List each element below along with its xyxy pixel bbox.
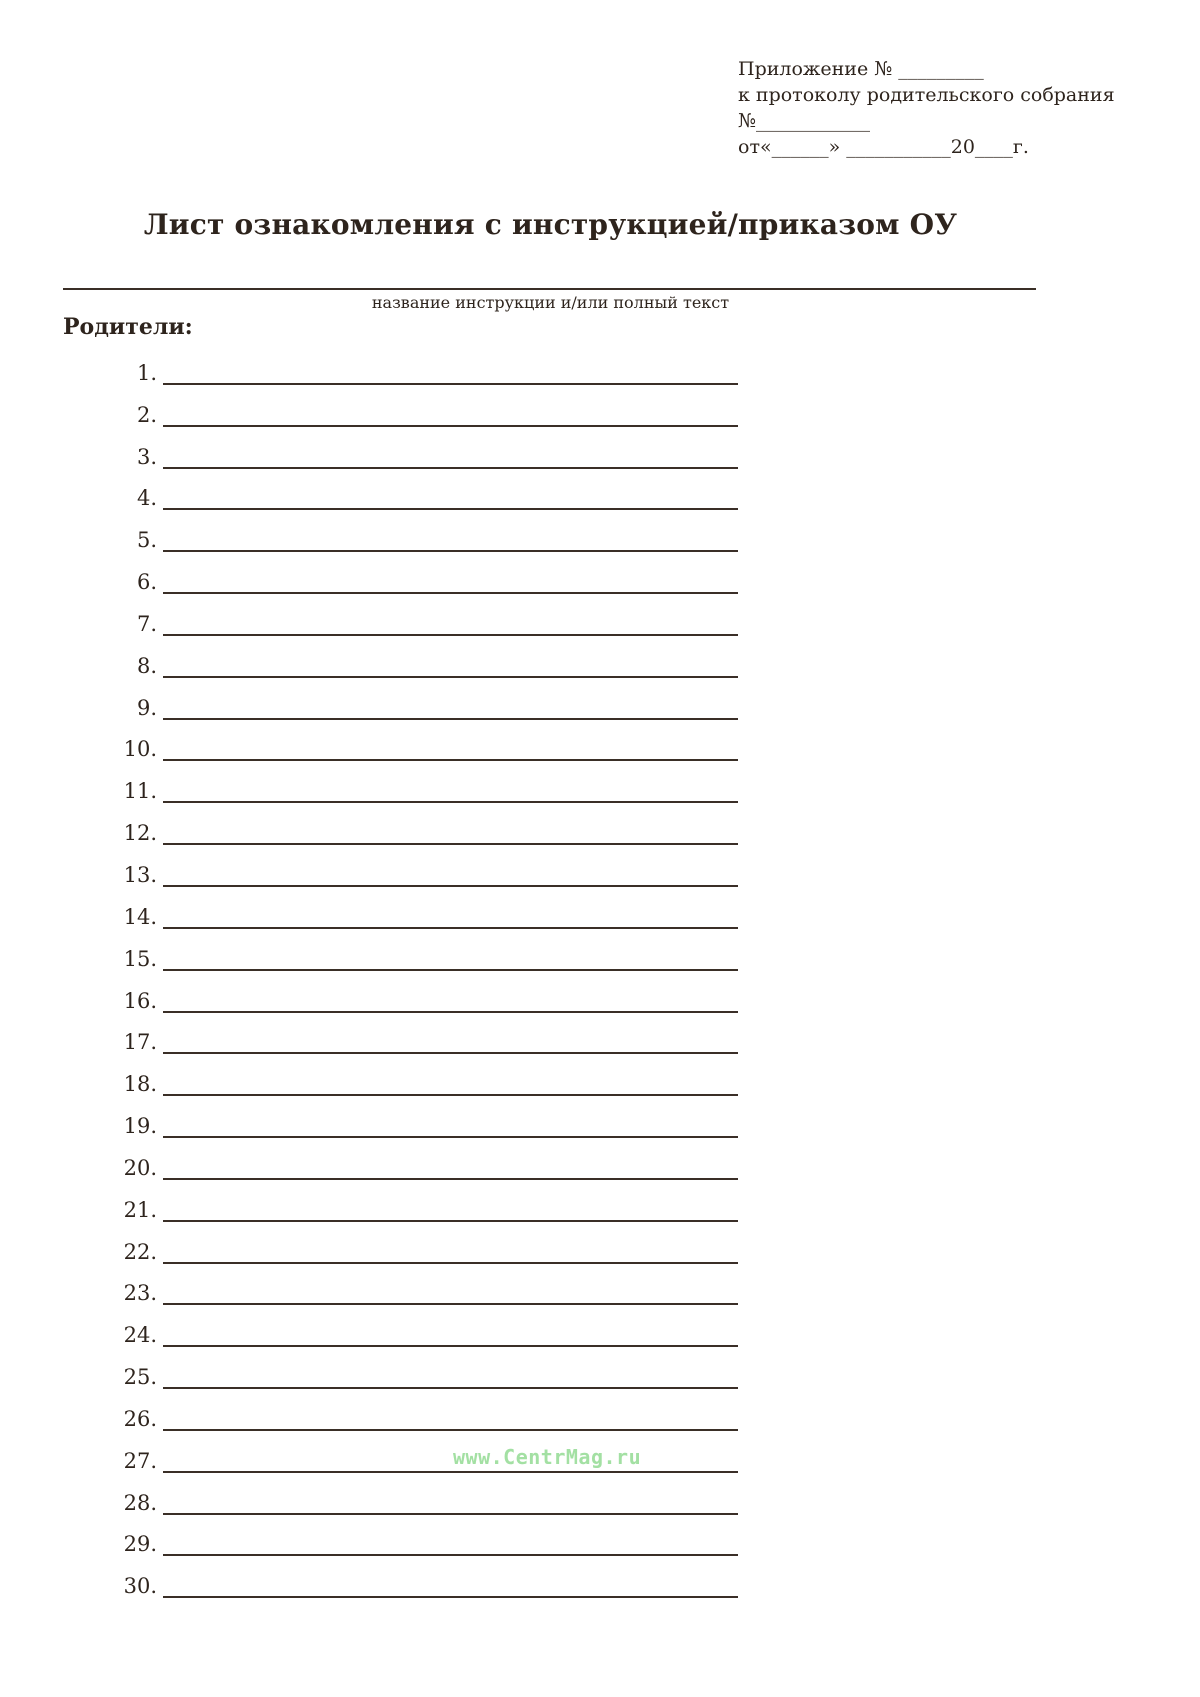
blank-signature-line — [163, 1273, 738, 1305]
blank-signature-line — [163, 1483, 738, 1515]
blank-signature-line — [163, 1399, 738, 1431]
blank-signature-line — [163, 1315, 738, 1347]
list-row — [0, 803, 1200, 845]
list-number: 21. — [123, 1197, 157, 1222]
header-line-protocol: к протоколу родительского собрания — [738, 84, 1115, 106]
list-row — [0, 887, 1200, 929]
list-number: 9. — [136, 695, 157, 720]
list-number: 19. — [123, 1114, 157, 1139]
list-number: 6. — [136, 570, 157, 595]
blank-signature-line — [163, 395, 738, 427]
list-number: 11. — [123, 779, 157, 804]
list-row — [0, 1473, 1200, 1515]
blank-signature-line — [163, 1022, 738, 1054]
blank-signature-line — [163, 1148, 738, 1180]
list-row — [0, 1013, 1200, 1055]
list-number: 13. — [123, 862, 157, 887]
list-number: 15. — [123, 946, 157, 971]
blank-signature-line — [163, 1524, 738, 1556]
blank-signature-line — [163, 855, 738, 887]
blank-signature-line — [163, 1190, 738, 1222]
list-row — [0, 469, 1200, 511]
blank-signature-line — [163, 1357, 738, 1389]
list-number: 17. — [123, 1030, 157, 1055]
list-number: 5. — [136, 528, 157, 553]
list-row — [0, 1264, 1200, 1306]
list-row — [0, 1305, 1200, 1347]
blank-signature-line — [163, 1106, 738, 1138]
blank-signature-line — [163, 729, 738, 761]
blank-signature-line — [163, 1441, 738, 1473]
list-number: 8. — [136, 653, 157, 678]
list-number: 22. — [123, 1239, 157, 1264]
list-number: 10. — [123, 737, 157, 762]
list-row — [0, 636, 1200, 678]
list-row — [0, 1347, 1200, 1389]
list-row — [0, 971, 1200, 1013]
list-row — [0, 720, 1200, 762]
blank-signature-line — [163, 1232, 738, 1264]
list-number: 18. — [123, 1072, 157, 1097]
list-number: 23. — [123, 1281, 157, 1306]
list-number: 27. — [123, 1448, 157, 1473]
list-row — [0, 552, 1200, 594]
list-row — [0, 1180, 1200, 1222]
list-row — [0, 1054, 1200, 1096]
list-row — [0, 1096, 1200, 1138]
blank-signature-line — [163, 981, 738, 1013]
blank-signature-line — [163, 604, 738, 636]
blank-signature-line — [163, 478, 738, 510]
list-number: 24. — [123, 1323, 157, 1348]
list-row — [0, 343, 1200, 385]
blank-signature-line — [163, 562, 738, 594]
list-row — [0, 1222, 1200, 1264]
list-number: 30. — [123, 1574, 157, 1599]
list-number: 1. — [136, 360, 157, 385]
list-row — [0, 1515, 1200, 1557]
list-row — [0, 427, 1200, 469]
parents-list — [0, 343, 1200, 1598]
list-row — [0, 929, 1200, 971]
list-number: 2. — [136, 402, 157, 427]
blank-signature-line — [163, 771, 738, 803]
list-row — [0, 761, 1200, 803]
blank-signature-line — [163, 813, 738, 845]
list-number: 16. — [123, 988, 157, 1013]
list-number: 28. — [123, 1490, 157, 1515]
blank-signature-line — [163, 1566, 738, 1598]
list-row — [0, 1389, 1200, 1431]
header-line-date-blank: от«______» ___________20____г. — [738, 136, 1029, 158]
header-line-appendix-number: Приложение № _________ — [738, 58, 984, 80]
list-number: 7. — [136, 611, 157, 636]
list-row — [0, 678, 1200, 720]
blank-signature-line — [163, 646, 738, 678]
list-number: 25. — [123, 1365, 157, 1390]
blank-signature-line — [163, 520, 738, 552]
list-number: 20. — [123, 1155, 157, 1180]
appendix-header-block — [738, 56, 1115, 160]
blank-signature-line — [163, 1064, 738, 1096]
list-row — [0, 594, 1200, 636]
blank-signature-line — [163, 437, 738, 469]
list-row — [0, 845, 1200, 887]
list-row — [0, 385, 1200, 427]
blank-signature-line — [163, 897, 738, 929]
list-number: 26. — [123, 1406, 157, 1431]
list-row — [0, 510, 1200, 552]
blank-signature-line — [163, 353, 738, 385]
list-number: 12. — [123, 821, 157, 846]
blank-signature-line — [163, 688, 738, 720]
centrmag-watermark: www.CentrMag.ru — [453, 1445, 642, 1469]
blank-signature-line — [163, 939, 738, 971]
list-number: 4. — [136, 486, 157, 511]
header-line-number-blank: №____________ — [738, 110, 870, 132]
page-title: Лист ознакомления с инструкцией/приказом ОУ — [143, 208, 958, 241]
list-number: 3. — [136, 444, 157, 469]
list-row — [0, 1138, 1200, 1180]
list-row — [0, 1556, 1200, 1598]
parents-section-label: Родители: — [63, 314, 193, 340]
rule-caption: название инструкции и/или полный текст — [371, 293, 730, 312]
list-number: 29. — [123, 1532, 157, 1557]
list-number: 14. — [123, 904, 157, 929]
instruction-name-blank-rule — [63, 288, 1036, 290]
